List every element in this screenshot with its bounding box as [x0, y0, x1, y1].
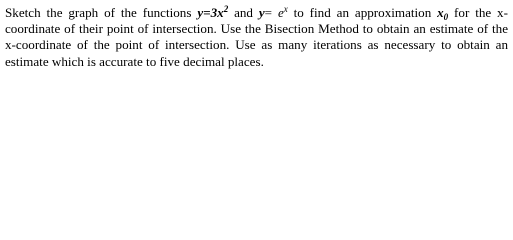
root-variable-subscript: 0: [443, 12, 449, 22]
function-one-base: y=3x: [197, 5, 224, 20]
text-and: and: [228, 5, 259, 20]
text-approximation: to find an approximation: [287, 5, 438, 20]
text-instructions: for the x-coordinate of their point of intersection. Use the Bisection Method to obtain an estimate of the x-coordinate of the point of intersection. Use as many iterations as necessary to obtain an estimate which is accurate to five decimal places.: [5, 5, 508, 69]
function-one: [197, 5, 228, 20]
function-two-base: e: [277, 5, 284, 20]
root-variable-symbol: x: [437, 5, 444, 20]
text-intro: Sketch the graph of the functions: [5, 5, 198, 20]
problem-statement: [5, 5, 508, 70]
function-two-exponent: x: [283, 4, 288, 14]
root-variable: [437, 5, 448, 20]
function-two-equals: =: [264, 5, 278, 20]
function-two: [259, 5, 288, 20]
function-two-y: y: [258, 5, 265, 20]
function-one-exponent: 2: [223, 4, 229, 14]
